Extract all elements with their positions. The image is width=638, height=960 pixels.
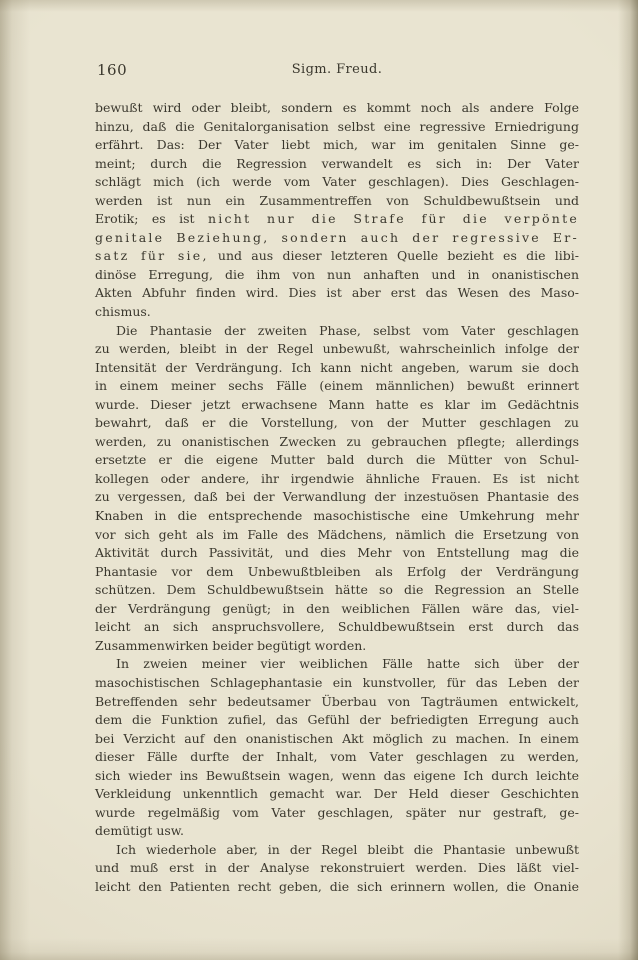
text-line xyxy=(95,526,579,545)
text-segment: bei Verzicht auf den onanistischen Akt möglich zu machen. In einem xyxy=(95,730,579,746)
text-line xyxy=(95,210,579,229)
text-line xyxy=(95,247,579,266)
text-line xyxy=(95,748,579,767)
text-segment: und muß erst in der Analyse rekonstruiert werden. Dies läßt viel- xyxy=(95,860,579,876)
text-line xyxy=(95,340,579,359)
text-line xyxy=(95,377,579,396)
text-line xyxy=(95,266,579,285)
text-segment: dieser Fälle durfte der Inhalt, vom Vater geschlagen zu werden, xyxy=(95,749,579,765)
text-line xyxy=(95,655,579,674)
text-segment: wurde regelmäßig vom Vater geschlagen, später nur gestraft, ge- xyxy=(95,804,579,820)
text-line xyxy=(95,136,579,155)
text-segment: Zusammenwirken beider begütigt worden. xyxy=(95,637,367,653)
text-line xyxy=(95,173,579,192)
text-segment: schützen. Dem Schuldbewußtsein hätte so die Regression an Stelle xyxy=(95,582,579,598)
text-segment: schlägt mich (ich werde vom Vater geschlagen). Dies Geschlagen- xyxy=(95,174,579,190)
text-line xyxy=(95,767,579,786)
text-segment: Aktivität durch Passivität, und dies Mehr von Entstellung mag die xyxy=(95,545,579,561)
body-text-block xyxy=(95,99,579,897)
text-segment: Verkleidung unkenntlich gemacht war. Der Held dieser Geschichten xyxy=(95,786,579,802)
text-segment: meint; durch die Regression verwandelt es sich in: Der Vater xyxy=(95,155,579,171)
text-line xyxy=(95,359,579,378)
text-line xyxy=(95,414,579,433)
running-head-title: Sigm. Freud. xyxy=(291,62,383,77)
text-segment: und aus dieser letzteren Quelle bezieht es die libi- xyxy=(208,248,579,264)
text-segment: werden, zu onanistischen Zwecken zu gebrauchen pflegte; allerdings xyxy=(95,433,579,449)
emphasized-text-segment: nicht nur die Strafe für die verpönte xyxy=(208,211,579,227)
text-segment: zu vergessen, daß bei der Verwandlung der inzestuösen Phantasie des xyxy=(95,489,579,505)
text-line xyxy=(95,581,579,600)
text-line xyxy=(95,804,579,823)
text-line xyxy=(95,99,579,118)
text-segment: leicht an sich anspruchsvollere, Schuldbewußtsein erst durch das xyxy=(95,619,579,635)
emphasized-text-segment: satz für sie, xyxy=(95,248,209,264)
text-segment: leicht den Patienten recht geben, die sich erinnern wollen, die Onanie xyxy=(95,878,579,894)
text-line xyxy=(95,433,579,452)
text-line xyxy=(95,118,579,137)
text-line xyxy=(95,322,579,341)
text-segment: In zweien meiner vier weiblichen Fälle hatte sich über der xyxy=(116,656,579,672)
text-line xyxy=(95,822,579,841)
text-line xyxy=(95,470,579,489)
text-segment: bewußt wird oder bleibt, sondern es kommt noch als andere Folge xyxy=(95,100,579,115)
text-line xyxy=(95,693,579,712)
text-line xyxy=(95,303,579,322)
text-line xyxy=(95,878,579,897)
text-segment: zu werden, bleibt in der Regel unbewußt, wahrscheinlich infolge der xyxy=(95,341,579,357)
text-segment: in einem meiner sechs Fälle (einem männlichen) bewußt erinnert xyxy=(95,378,579,394)
text-segment: ersetzte er die eigene Mutter bald durch die Mütter von Schul- xyxy=(95,452,579,468)
text-line xyxy=(95,155,579,174)
page-number: 160 xyxy=(97,61,128,79)
text-segment: sich wieder ins Bewußtsein wagen, wenn das eigene Ich durch leichte xyxy=(95,767,579,783)
text-line xyxy=(95,600,579,619)
text-segment: masochistischen Schlagephantasie ein kunstvoller, für das Leben der xyxy=(95,674,579,690)
text-line xyxy=(95,488,579,507)
text-segment: demütigt usw. xyxy=(95,823,184,839)
text-line xyxy=(95,544,579,563)
text-segment: Betreffenden sehr bedeutsamer Überbau von Tagträumen entwickelt, xyxy=(95,693,579,709)
text-segment: werden ist nun ein Zusammentreffen von Schuldbewußtsein und xyxy=(95,192,579,208)
text-line xyxy=(95,618,579,637)
text-line xyxy=(95,507,579,526)
text-segment: dem die Funktion zufiel, das Gefühl der befriedigten Erregung auch xyxy=(95,712,579,728)
text-line xyxy=(95,785,579,804)
text-segment: kollegen oder andere, ihr irgendwie ähnliche Frauen. Es ist nicht xyxy=(95,470,579,486)
text-line xyxy=(95,674,579,693)
text-line xyxy=(95,451,579,470)
text-segment: dinöse Erregung, die ihm von nun anhaften und in onanistischen xyxy=(95,266,579,282)
text-segment: hinzu, daß die Genitalorganisation selbst eine regressive Erniedrigung xyxy=(95,118,579,134)
text-line xyxy=(95,396,579,415)
text-segment: Phantasie vor dem Unbewußtbleiben als Erfolg der Verdrängung xyxy=(95,563,579,579)
text-segment: erfährt. Das: Der Vater liebt mich, war im genitalen Sinne ge- xyxy=(95,137,579,153)
text-line xyxy=(95,859,579,878)
text-segment: der Verdrängung genügt; in den weiblichen Fällen wäre das, viel- xyxy=(95,600,579,616)
text-segment: wurde. Dieser jetzt erwachsene Mann hatte es klar im Gedächtnis xyxy=(95,396,579,412)
text-line xyxy=(95,192,579,211)
text-line xyxy=(95,841,579,860)
text-segment: vor sich geht als im Falle des Mädchens, nämlich die Ersetzung von xyxy=(95,526,579,542)
text-line xyxy=(95,637,579,656)
text-segment: Akten Abfuhr finden wird. Dies ist aber erst das Wesen des Maso- xyxy=(95,285,579,301)
text-line xyxy=(95,229,579,248)
text-line xyxy=(95,711,579,730)
text-segment: Die Phantasie der zweiten Phase, selbst vom Vater geschlagen xyxy=(116,322,579,338)
text-segment: Knaben in die entsprechende masochistische eine Umkehrung mehr xyxy=(95,508,579,524)
text-line xyxy=(95,563,579,582)
text-line xyxy=(95,730,579,749)
text-segment: chismus. xyxy=(95,304,151,320)
text-segment: Intensität der Verdrängung. Ich kann nicht angeben, warum sie doch xyxy=(95,359,579,375)
emphasized-text-segment: genitale Beziehung, sondern auch der regressive Er- xyxy=(95,229,579,245)
text-segment: Erotik; es ist xyxy=(95,211,208,227)
text-segment: bewahrt, daß er die Vorstellung, von der Mutter geschlagen zu xyxy=(95,415,579,431)
text-line xyxy=(95,284,579,303)
running-header xyxy=(95,61,579,81)
text-segment: Ich wiederhole aber, in der Regel bleibt die Phantasie unbewußt xyxy=(116,841,579,857)
